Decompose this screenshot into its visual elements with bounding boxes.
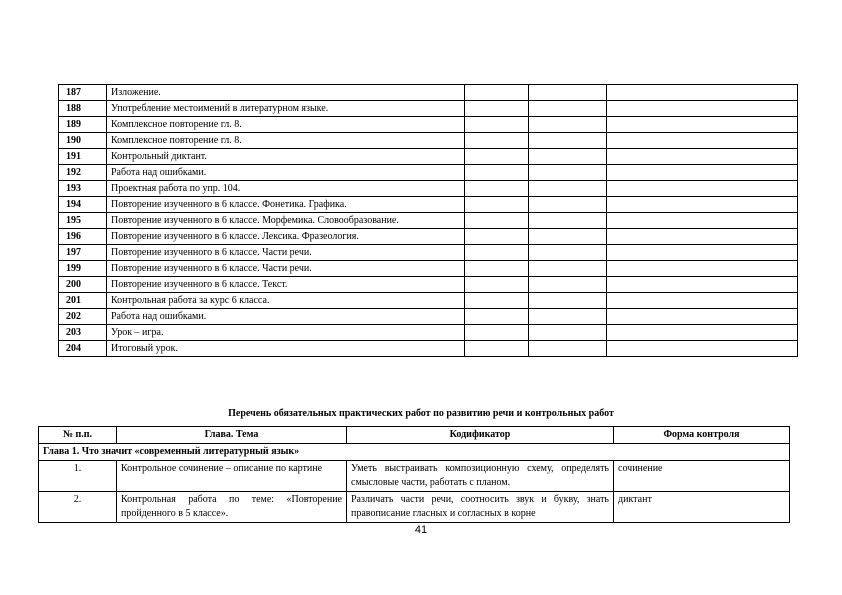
header-form: Форма контроля xyxy=(614,427,790,444)
lesson-empty-cell xyxy=(465,309,529,325)
lesson-empty-cell xyxy=(529,117,607,133)
lesson-empty-cell xyxy=(607,309,798,325)
works-row xyxy=(39,461,790,492)
lesson-title: Изложение. xyxy=(107,85,465,101)
lesson-number: 190 xyxy=(59,133,107,149)
lesson-empty-cell xyxy=(607,85,798,101)
lesson-empty-cell xyxy=(607,245,798,261)
lesson-empty-cell xyxy=(465,181,529,197)
lesson-number: 196 xyxy=(59,229,107,245)
lesson-number: 189 xyxy=(59,117,107,133)
lesson-title: Урок – игра. xyxy=(107,325,465,341)
lesson-empty-cell xyxy=(607,325,798,341)
lesson-number: 187 xyxy=(59,85,107,101)
lesson-empty-cell xyxy=(529,213,607,229)
header-codifier: Кодификатор xyxy=(347,427,614,444)
lesson-empty-cell xyxy=(607,277,798,293)
lesson-row xyxy=(59,341,798,357)
lesson-row xyxy=(59,149,798,165)
lesson-empty-cell xyxy=(465,133,529,149)
lesson-empty-cell xyxy=(465,85,529,101)
lesson-number: 193 xyxy=(59,181,107,197)
lesson-row xyxy=(59,261,798,277)
works-header-row xyxy=(39,427,790,444)
lesson-row xyxy=(59,325,798,341)
lesson-title: Работа над ошибками. xyxy=(107,165,465,181)
lesson-empty-cell xyxy=(529,261,607,277)
lesson-row xyxy=(59,117,798,133)
lesson-title: Употребление местоимений в литературном языке. xyxy=(107,101,465,117)
lesson-empty-cell xyxy=(607,117,798,133)
lesson-plan-table xyxy=(58,84,798,357)
lesson-title: Контрольный диктант. xyxy=(107,149,465,165)
lesson-number: 201 xyxy=(59,293,107,309)
work-num: 2. xyxy=(39,492,117,523)
lesson-empty-cell xyxy=(607,197,798,213)
page-number: 41 xyxy=(414,524,428,536)
lesson-empty-cell xyxy=(465,293,529,309)
lesson-empty-cell xyxy=(607,149,798,165)
lesson-row xyxy=(59,101,798,117)
lesson-empty-cell xyxy=(529,165,607,181)
lesson-row xyxy=(59,309,798,325)
chapter-row xyxy=(39,444,790,461)
lesson-empty-cell xyxy=(465,325,529,341)
lesson-empty-cell xyxy=(607,133,798,149)
lesson-empty-cell xyxy=(529,245,607,261)
lesson-number: 203 xyxy=(59,325,107,341)
lesson-empty-cell xyxy=(607,261,798,277)
lesson-row xyxy=(59,229,798,245)
lesson-empty-cell xyxy=(465,117,529,133)
work-topic: Контрольная работа по теме: «Повторение пройденного в 5 классе». xyxy=(117,492,347,523)
header-chapter: Глава. Тема xyxy=(117,427,347,444)
lesson-title: Комплексное повторение гл. 8. xyxy=(107,117,465,133)
lesson-empty-cell xyxy=(607,293,798,309)
lesson-empty-cell xyxy=(465,229,529,245)
lesson-number: 194 xyxy=(59,197,107,213)
lesson-title: Комплексное повторение гл. 8. xyxy=(107,133,465,149)
lesson-number: 200 xyxy=(59,277,107,293)
lesson-title: Контрольная работа за курс 6 класса. xyxy=(107,293,465,309)
lesson-empty-cell xyxy=(465,213,529,229)
lesson-empty-cell xyxy=(529,293,607,309)
lesson-title: Повторение изученного в 6 классе. Морфемика. Словообразование. xyxy=(107,213,465,229)
lesson-row xyxy=(59,181,798,197)
lesson-number: 199 xyxy=(59,261,107,277)
lesson-title: Повторение изученного в 6 классе. Части речи. xyxy=(107,245,465,261)
work-codifier: Различать части речи, соотносить звук и букву, знать правописание гласных и согласных в корне xyxy=(347,492,614,523)
works-row xyxy=(39,492,790,523)
work-codifier: Уметь выстраивать композиционную схему, определять смысловые части, работать с планом. xyxy=(347,461,614,492)
works-table-caption: Перечень обязательных практических работ по развитию речи и контрольных работ xyxy=(228,408,614,419)
lesson-number: 204 xyxy=(59,341,107,357)
lesson-empty-cell xyxy=(529,133,607,149)
lesson-title: Работа над ошибками. xyxy=(107,309,465,325)
lesson-empty-cell xyxy=(465,341,529,357)
work-num: 1. xyxy=(39,461,117,492)
lesson-row xyxy=(59,197,798,213)
lesson-number: 191 xyxy=(59,149,107,165)
lesson-title: Повторение изученного в 6 классе. Фонетика. Графика. xyxy=(107,197,465,213)
lesson-empty-cell xyxy=(465,101,529,117)
work-topic: Контрольное сочинение – описание по картине xyxy=(117,461,347,492)
lesson-empty-cell xyxy=(607,213,798,229)
lesson-empty-cell xyxy=(607,341,798,357)
lesson-number: 195 xyxy=(59,213,107,229)
lesson-empty-cell xyxy=(607,101,798,117)
lesson-empty-cell xyxy=(529,181,607,197)
lesson-empty-cell xyxy=(529,309,607,325)
chapter-title: Глава 1. Что значит «современный литературный язык» xyxy=(39,444,790,461)
lesson-number: 202 xyxy=(59,309,107,325)
lesson-title: Повторение изученного в 6 классе. Лексика. Фразеология. xyxy=(107,229,465,245)
lesson-number: 192 xyxy=(59,165,107,181)
lesson-number: 197 xyxy=(59,245,107,261)
lesson-empty-cell xyxy=(465,261,529,277)
lesson-row xyxy=(59,213,798,229)
lesson-empty-cell xyxy=(529,101,607,117)
lesson-empty-cell xyxy=(529,197,607,213)
lesson-title: Повторение изученного в 6 классе. Текст. xyxy=(107,277,465,293)
lesson-title: Повторение изученного в 6 классе. Части речи. xyxy=(107,261,465,277)
lesson-title: Проектная работа по упр. 104. xyxy=(107,181,465,197)
lesson-row xyxy=(59,85,798,101)
lesson-row xyxy=(59,165,798,181)
lesson-empty-cell xyxy=(465,149,529,165)
lesson-empty-cell xyxy=(607,229,798,245)
lesson-row xyxy=(59,293,798,309)
lesson-empty-cell xyxy=(529,149,607,165)
lesson-number: 188 xyxy=(59,101,107,117)
lesson-empty-cell xyxy=(529,85,607,101)
header-num: № п.п. xyxy=(39,427,117,444)
work-form: диктант xyxy=(614,492,790,523)
lesson-empty-cell xyxy=(465,165,529,181)
lesson-empty-cell xyxy=(465,277,529,293)
lesson-empty-cell xyxy=(529,325,607,341)
lesson-empty-cell xyxy=(465,197,529,213)
lesson-empty-cell xyxy=(465,245,529,261)
lesson-title: Итоговый урок. xyxy=(107,341,465,357)
lesson-row xyxy=(59,245,798,261)
practical-works-table xyxy=(38,426,790,523)
lesson-row xyxy=(59,277,798,293)
lesson-empty-cell xyxy=(529,277,607,293)
lesson-row xyxy=(59,133,798,149)
lesson-empty-cell xyxy=(529,341,607,357)
work-form: сочинение xyxy=(614,461,790,492)
lesson-empty-cell xyxy=(607,165,798,181)
lesson-empty-cell xyxy=(607,181,798,197)
lesson-empty-cell xyxy=(529,229,607,245)
